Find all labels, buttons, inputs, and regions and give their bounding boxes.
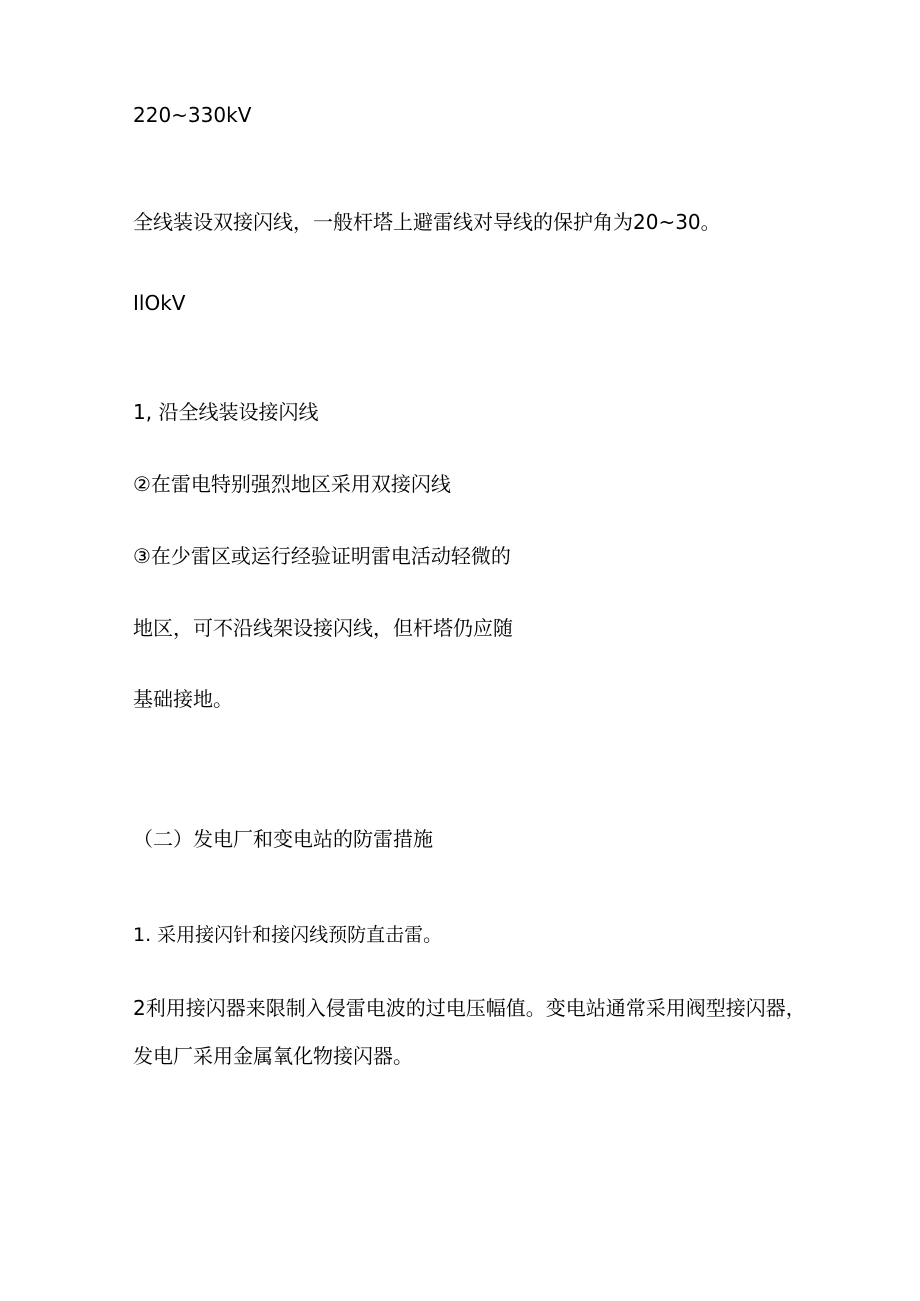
voltage-heading-220-330kv: 220~330kV <box>133 103 252 127</box>
section-item-1: 1. 采用接闪针和接闪线预防直击雷。 <box>133 924 443 946</box>
section-item-2: 2利用接闪器来限制入侵雷电波的过电压幅值。变电站通常采用阀型接闪器， <box>133 996 806 1020</box>
section-item-2-continued: 发电厂采用金属氧化物接闪器。 <box>133 1044 413 1068</box>
list-item-1: 1, 沿全线装设接闪线 <box>133 400 319 424</box>
voltage-heading-110kv: IlOkV <box>133 291 186 315</box>
list-item-3-end: 基础接地。 <box>133 687 233 711</box>
list-item-2: ②在雷电特别强烈地区采用双接闪线 <box>133 472 451 496</box>
paragraph-220-330kv: 全线装设双接闪线，一般杆塔上避雷线对导线的保护角为20~30。 <box>133 210 721 234</box>
list-item-3-continued: 地区，可不沿线架设接闪线，但杆塔仍应随 <box>133 616 513 640</box>
list-item-3: ③在少雷区或运行经验证明雷电活动轻微的 <box>133 544 511 568</box>
section-heading: （二）发电厂和变电站的防雷措施 <box>133 827 433 851</box>
